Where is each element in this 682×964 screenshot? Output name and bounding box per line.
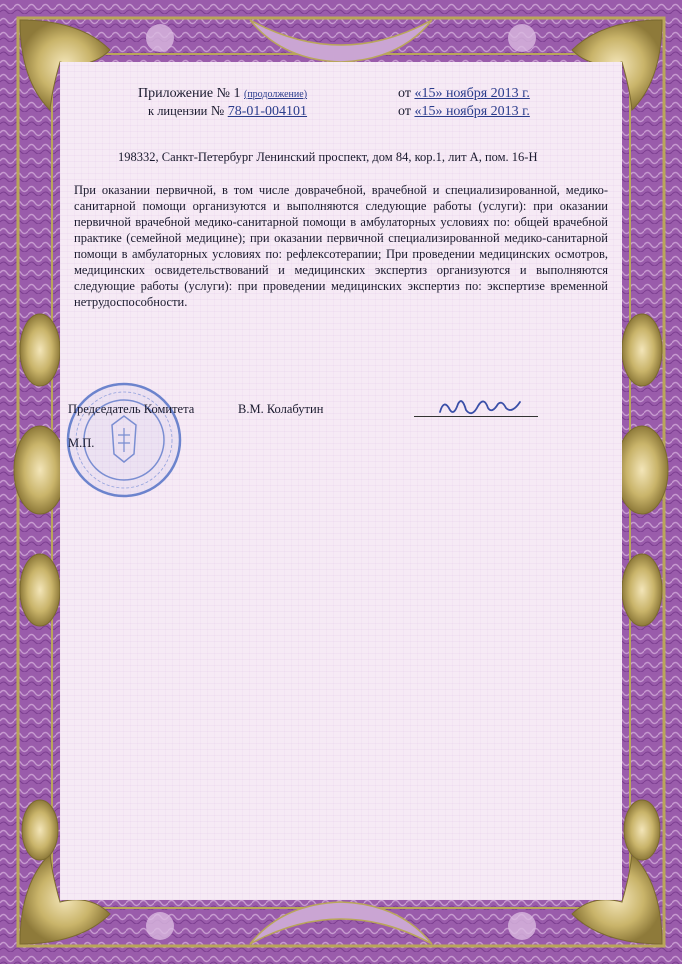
- annex-date-prefix: от: [398, 86, 411, 101]
- annex-date: «15» ноября 2013 г.: [414, 86, 530, 101]
- license-date-prefix: от: [398, 104, 411, 119]
- license-date-line: [398, 104, 530, 120]
- license-date: «15» ноября 2013 г.: [414, 104, 530, 119]
- annex-title-line: [138, 86, 307, 102]
- license-number: 78-01-004101: [227, 104, 308, 119]
- license-no-label: №: [210, 104, 225, 119]
- license-line: [148, 104, 307, 120]
- signatory-position: Председатель Комитета: [68, 402, 195, 416]
- services-paragraph: При оказании первичной, в том числе доврачебной, врачебной и специализированной, медико-санитарной помощи организуются и выполняются следующие работы (услуги): при оказании первичной врачебной медико-санитарной помощи в амбулаторных условиях по: общей врачебной практике (семейной медицине); при оказании первичной специализированной медико-санитарной помощи в амбулаторных условиях по: рефлексотерапии; При проведении медицинских осмотров, медицинских освидетельствований и медицинских экспертиз организуются и выполняются следующие работы (услуги): при проведении медицинских экспертиз по: экспертизе временной нетрудоспособности.: [74, 183, 608, 309]
- license-prefix: к лицензии: [148, 104, 208, 118]
- annex-note: (продолжение): [244, 89, 308, 100]
- seal-label: М.П.: [68, 436, 95, 450]
- annex-date-line: [398, 86, 530, 102]
- signatory-name: В.М. Колабутин: [238, 402, 324, 416]
- address: 198332, Санкт-Петербург Ленинский проспект, дом 84, кор.1, лит А, пом. 16-Н: [118, 150, 538, 164]
- annex-title: Приложение № 1: [138, 86, 241, 101]
- handwritten-signature: [432, 390, 532, 424]
